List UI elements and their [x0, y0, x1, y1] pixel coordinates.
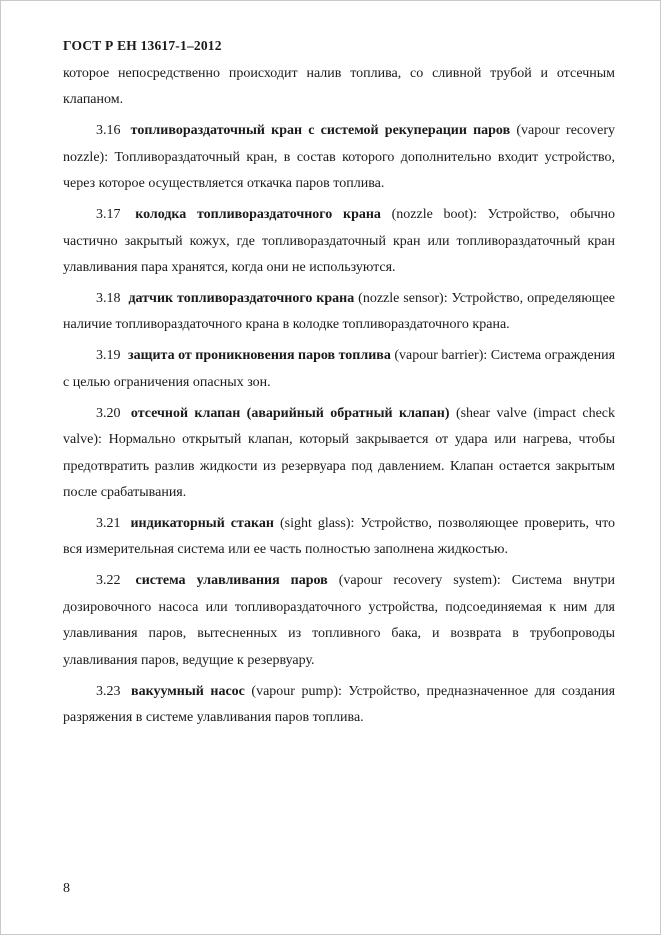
- definition-3-19: [63, 343, 615, 396]
- document-header-code: ГОСТ Р ЕН 13617-1–2012: [63, 38, 222, 53]
- entry-number: 3.19: [96, 348, 121, 364]
- entry-definition: (nozzle sensor): Устройство, определяющее наличие топливораздаточного крана в колодке топливораздаточного крана.: [63, 291, 616, 333]
- entry-number: 3.21: [96, 516, 121, 532]
- entry-term: топливораздаточный кран с системой рекуперации паров: [130, 123, 511, 139]
- entry-number: 3.22: [96, 573, 121, 589]
- entry-term: система улавливания паров: [135, 573, 328, 589]
- entry-number: 3.17: [96, 207, 121, 223]
- entry-term: отсечной клапан (аварийный обратный клапан): [130, 405, 450, 421]
- entry-term: защита от проникновения паров топлива: [128, 348, 391, 364]
- page-number: 8: [63, 881, 70, 896]
- entry-definition: (shear valve (impact check valve): Нормально открытый клапан, который закрывается от удара или нагрева, чтобы предотвратить разлив жидкости из резервуара под давлением. Клапан остается закрытым после срабатывания.: [63, 405, 616, 501]
- definition-3-23: [63, 679, 615, 732]
- entry-number: 3.18: [96, 291, 121, 307]
- definition-3-20: [63, 401, 615, 507]
- definition-3-21: [63, 511, 615, 564]
- definition-3-18: [63, 286, 615, 339]
- document-body: [63, 61, 615, 732]
- entry-definition: (sight glass): Устройство, позволяющее проверить, что вся измерительная система или ее часть полностью заполнена жидкостью.: [63, 516, 616, 558]
- definition-3-22: [63, 568, 615, 674]
- entry-term: колодка топливораздаточного крана: [135, 207, 381, 223]
- definition-3-16: [63, 118, 615, 197]
- entry-definition: (vapour pump): Устройство, предназначенное для создания разряжения в системе улавливания паров топлива.: [63, 683, 616, 726]
- continuation-paragraph: которое непосредственно происходит налив топлива, со сливной трубой и отсечным клапаном.: [63, 66, 615, 108]
- entry-number: 3.16: [96, 123, 121, 139]
- entry-term: вакуумный насос: [131, 683, 245, 699]
- entry-definition: (vapour recovery system): Система внутри дозировочного насоса или топливораздаточного устройства, подсоединяемая к ним для улавливания паров, вытесненных из топливного бака, и возврата в трубопроводы улавливания паров, ведущие к резервуару.: [63, 573, 616, 668]
- entry-definition: (nozzle boot): Устройство, обычно частично закрытый кожух, где топливораздаточный кран или топливораздаточный кран улавливания пара хранятся, когда они не используются.: [63, 207, 616, 276]
- entry-number: 3.20: [96, 405, 121, 421]
- entry-definition: (vapour recovery nozzle): Топливораздаточный кран, в состав которого дополнительно входит устройство, через которое осуществляется откачка паров топлива.: [63, 123, 615, 192]
- entry-term: датчик топливораздаточного крана: [128, 291, 355, 307]
- entry-number: 3.23: [96, 683, 121, 699]
- entry-term: индикаторный стакан: [130, 516, 274, 532]
- entry-definition: (vapour barrier): Система ограждения с целью ограничения опасных зон.: [63, 348, 616, 390]
- definition-3-17: [63, 202, 615, 281]
